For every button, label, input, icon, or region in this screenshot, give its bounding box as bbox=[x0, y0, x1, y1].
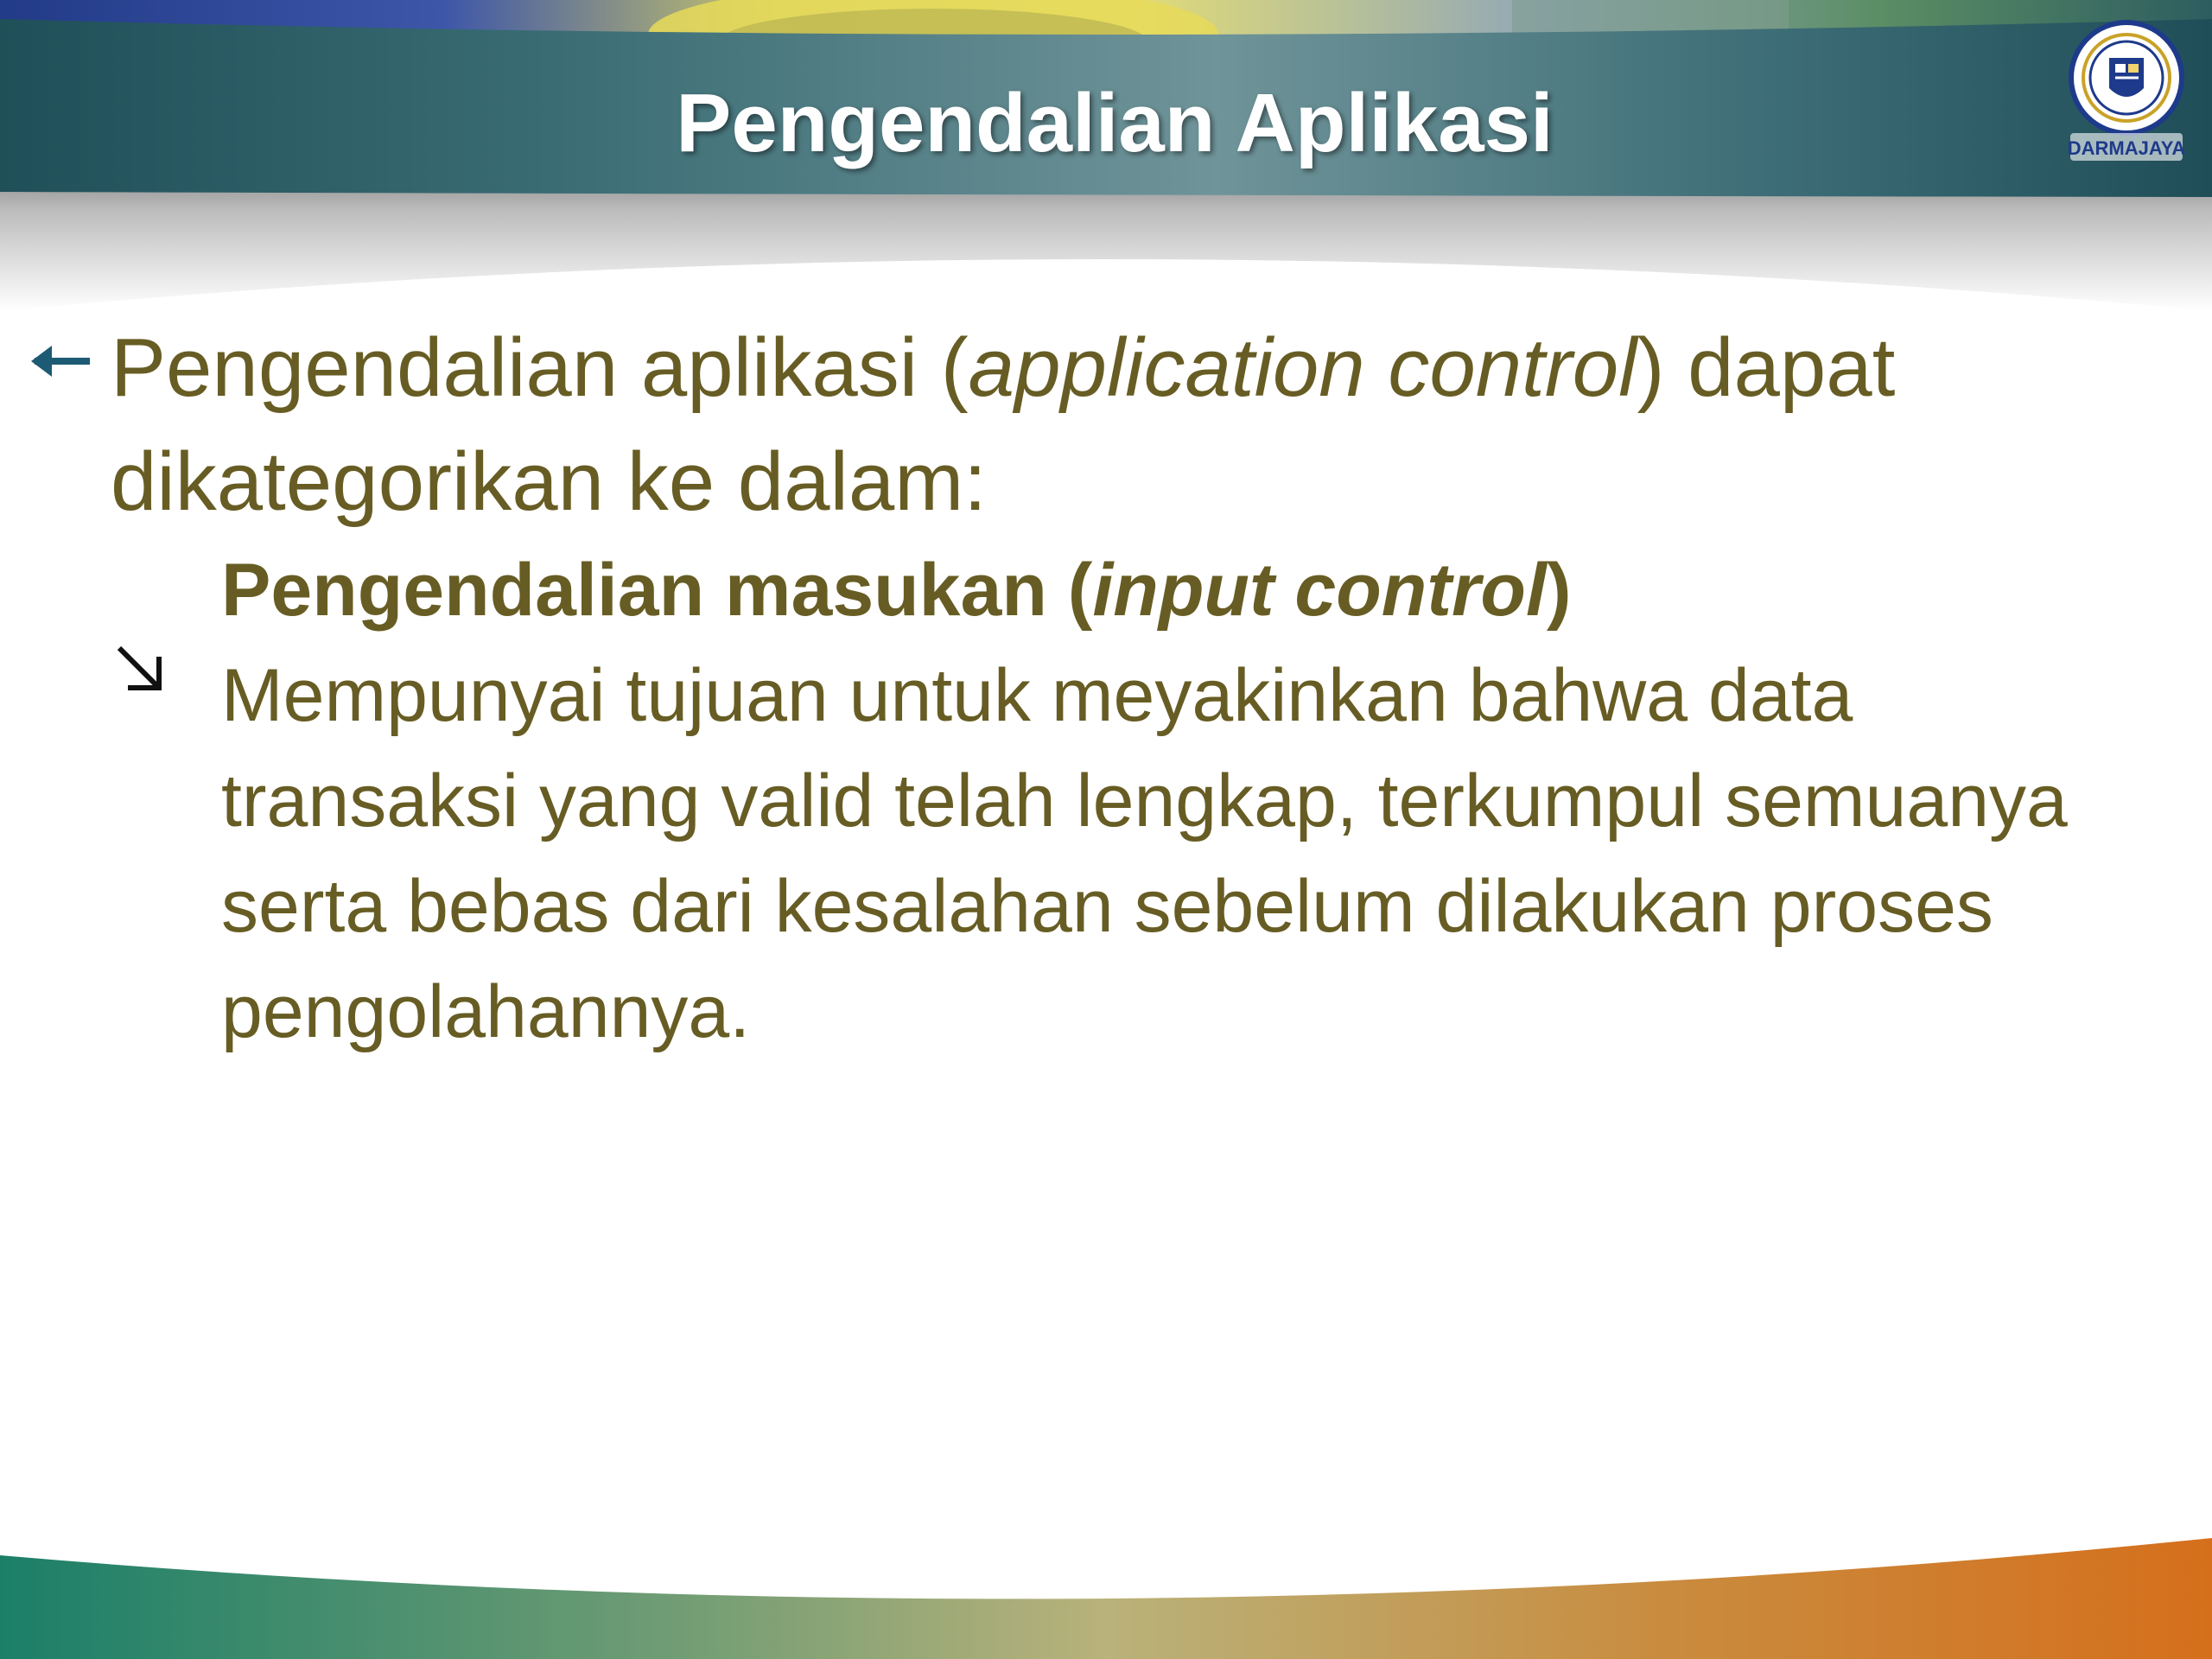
bullet-1-text-before: Pengendalian aplikasi ( bbox=[111, 321, 969, 414]
university-crest-icon bbox=[2062, 19, 2191, 175]
left-arrow-icon bbox=[26, 335, 95, 387]
slide-title: Pengendalian Aplikasi bbox=[676, 77, 1554, 169]
bullet-2-heading-italic: input control bbox=[1092, 549, 1547, 632]
bullet-1-text-after: ) dapat dikategorikan ke dalam: bbox=[111, 321, 1896, 528]
bullet-1-text bbox=[111, 311, 2098, 539]
bullet-2-heading-before: Pengendalian masukan ( bbox=[221, 549, 1093, 632]
footer-swoosh bbox=[0, 1521, 2212, 1659]
down-right-arrow-icon bbox=[111, 639, 168, 696]
bullet-1-text-italic: application control bbox=[968, 321, 1637, 414]
logo-caption: DARMAJAYA bbox=[2067, 137, 2186, 159]
bullet-2-heading-after: ) bbox=[1546, 549, 1572, 632]
bullet-2-heading bbox=[221, 537, 2122, 643]
bullet-2-body: Mempunyai tujuan untuk meyakinkan bahwa data transaksi yang valid telah lengkap, terkumpul semuanya serta bebas dari kesalahan sebelum dilakukan proses pengolahannya. bbox=[221, 654, 2068, 1053]
